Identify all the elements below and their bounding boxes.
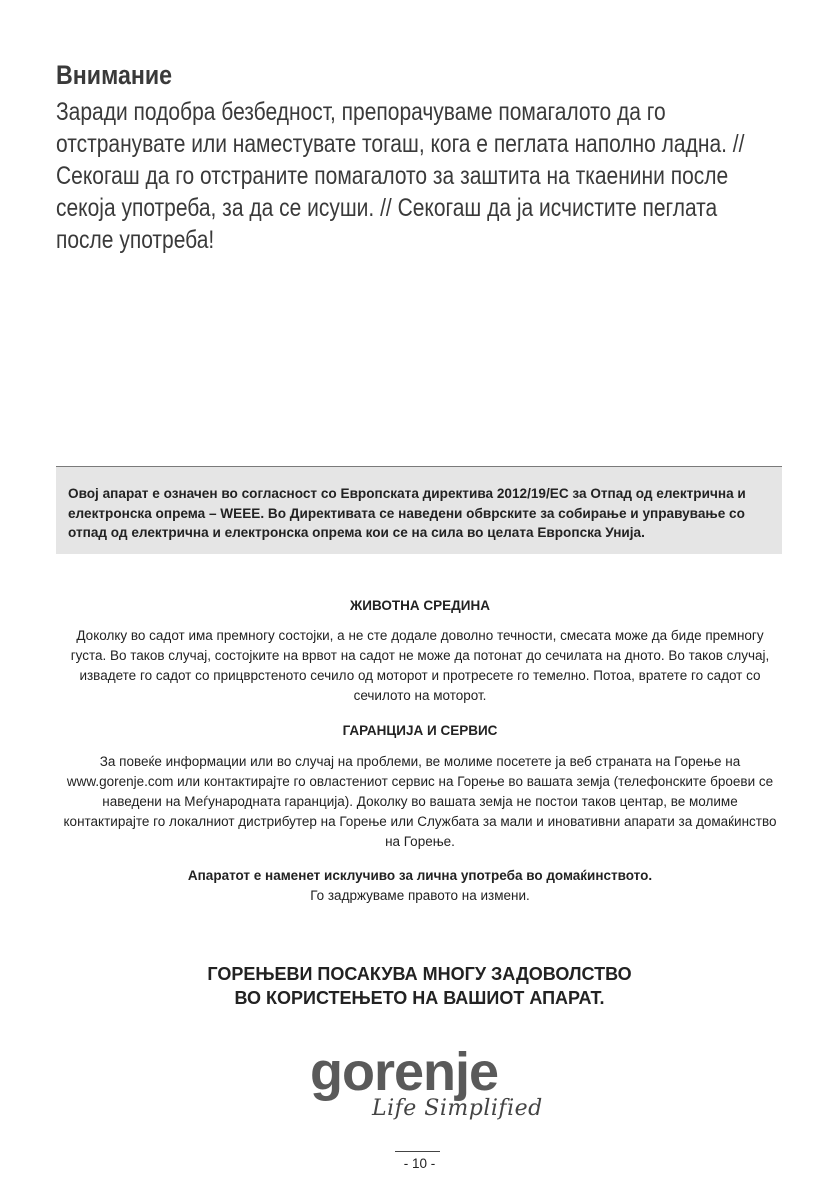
warranty-text: За повеќе информации или во случај на проблеми, ве молиме посетете ја веб страната на Горење на www.gorenje.com или контактирајте го овластениот сервис на Горење во вашата земја (телефонските броеви се наведени на Меѓународната гаранција). Доколку во вашата земја не постои таков центар, ве молиме контактирајте го локалниот дистрибутер на Горење или Службата за мали и иновативни апарати за домаќинство на Горење. bbox=[63, 754, 777, 849]
usage-notice bbox=[60, 866, 780, 906]
environment-section bbox=[60, 596, 780, 706]
closing-line-2: ВО КОРИСТЕЊЕТО НА ВАШИОТ АПАРАТ. bbox=[234, 988, 605, 1008]
footer-divider bbox=[395, 1151, 440, 1152]
environment-text: Доколку во садот има премногу состојки, а не сте додале доволно течности, смесата може да биде премногу густа. Во таков случај, состојките на врвот на садот не може да потонат до сечилата на дното. Во таков случај, извадете го садот со прицврстеното сечило од моторот и протресете го темелно. Потоа, вратете го садот со сечилото на моторот. bbox=[70, 628, 770, 703]
gorenje-logo bbox=[306, 1040, 546, 1130]
warning-title: Внимание bbox=[56, 60, 173, 90]
warning-section bbox=[56, 58, 796, 256]
warranty-heading: ГАРАНЦИЈА И СЕРВИС bbox=[342, 723, 498, 738]
warranty-section bbox=[60, 721, 780, 852]
environment-heading: ЖИВОТНА СРЕДИНА bbox=[350, 598, 490, 613]
closing-line-1: ГОРЕЊЕВИ ПОСАКУВА МНОГУ ЗАДОВОЛСТВО bbox=[207, 964, 632, 984]
logo-slogan: Life Simplified bbox=[372, 1096, 543, 1121]
weee-notice-text: Овој апарат е означен во согласност со Европската директива 2012/19/ЕС за Отпад од електрична и електронска опрема – WEEE. Во Директивата се наведени обврските за собирање и управување со отпад од електрична и електронска опрема кои се на сила во целата Европска Унија. bbox=[68, 486, 746, 540]
household-use-notice: Апаратот е наменет исклучиво за лична употреба во домаќинството. bbox=[187, 868, 653, 883]
page-number: - 10 - bbox=[403, 1156, 436, 1171]
warning-text: Заради подобра безбедност, препорачуваме помагалото да го отстранувате или наместувате тогаш, кога е пеглата наполно ладна. // Секогаш да го отстраните помагалото за заштита на ткаенини после секоја употреба, за да се исуши. // Секогаш да ја исчистите пеглата после употреба! bbox=[56, 98, 745, 254]
weee-notice-box bbox=[56, 466, 782, 554]
rights-reserved-notice: Го задржуваме правото на измени. bbox=[310, 888, 530, 903]
logo-brand: gorenje bbox=[310, 1042, 499, 1102]
closing-message bbox=[0, 962, 839, 1010]
